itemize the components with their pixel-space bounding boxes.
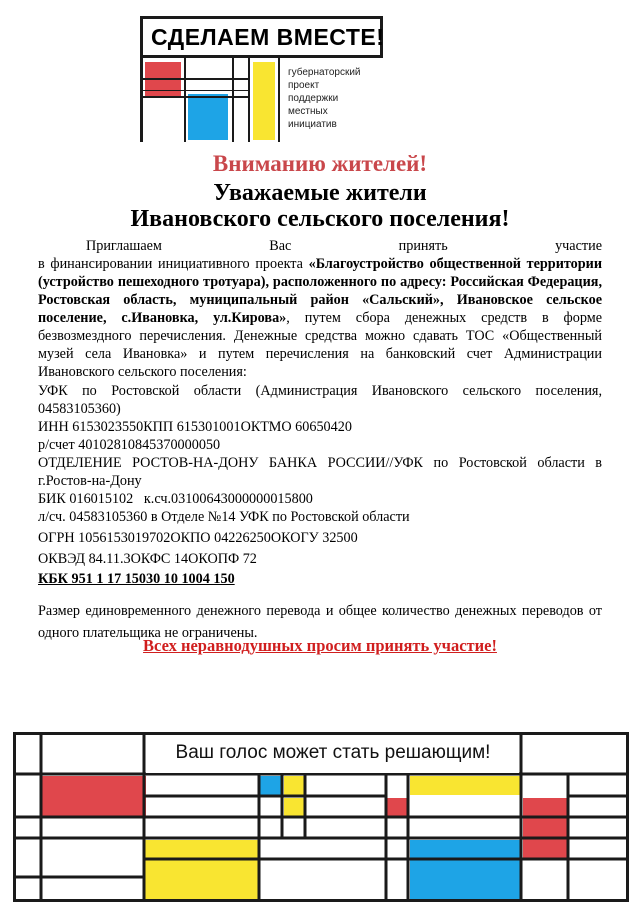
logo-grid-line <box>184 58 186 142</box>
mosaic-yellow-block <box>284 798 304 817</box>
logo-title: СДЕЛАЕМ ВМЕСТЕ! <box>140 16 383 58</box>
tagline-line: инициатив <box>288 119 337 130</box>
tagline-line: проект <box>288 80 320 91</box>
mosaic-red-block <box>387 798 407 816</box>
footer-slogan: Ваш голос может стать решающим! <box>175 742 491 763</box>
logo-grid-line <box>278 58 280 142</box>
intro-word: принять <box>398 238 448 254</box>
logo-grid-line <box>140 96 250 98</box>
mosaic-yellow-block <box>284 776 304 795</box>
footer-mosaic <box>13 732 629 902</box>
greeting-heading-line2: Ивановского сельского поселения! <box>130 206 510 232</box>
greeting-heading-line1: Уважаемые жители <box>213 180 427 206</box>
requisite-ufk: УФК по Ростовской области (Администрация Ивановского сельского поселения, 04583105360) <box>38 383 602 417</box>
logo-grid-line <box>248 58 250 142</box>
requisite-ogrn: ОГРН 1056153019702ОКПО 04226250ОКОГУ 32500 <box>38 530 358 546</box>
tagline-line: поддержки <box>288 93 339 104</box>
transfer-note: Размер единовременного денежного перевода и общее количество денежных переводов от одного плательщика не ограничены. <box>38 603 602 641</box>
requisite-ls: л/сч. 04583105360 в Отделе №14 УФК по Ростовской области <box>38 509 410 525</box>
project-title: «Благоустройство общественной территории (устройство пешеходного тротуара), расположенного по адресу: Российская Федерация, Ростовская область, муниципальный район «Сальский», Ивановское сельское поселение, с.Ивановка, ул.Кирова» <box>38 256 602 326</box>
intro-body <box>38 255 602 381</box>
intro-word: участие <box>555 238 602 254</box>
project-logo <box>140 16 392 142</box>
logo-grid-line <box>140 90 250 91</box>
attention-heading: Вниманию жителей! <box>212 151 428 176</box>
mosaic-blue-block <box>410 840 520 900</box>
requisite-bik: БИК 016015102 к.сч.03100643000000015800 <box>38 491 313 507</box>
call-to-action: Всех неравнодушных просим принять участие! <box>143 636 497 655</box>
logo-grid-line <box>140 78 250 80</box>
mosaic-red-block <box>523 798 567 858</box>
intro-text: в финансировании инициативного проекта <box>38 256 309 272</box>
intro-text: , путем сбора денежных средств в форме безвозмездного перечисления. Денежные средства можно сдавать ТОС «Общественный музей села Ивановка» и путем перечисления на банковский счет Администрации Ивановского сельского поселения: <box>38 310 602 380</box>
mosaic-blue-block <box>260 776 281 795</box>
logo-grid-line <box>140 58 143 142</box>
requisite-inn: ИНН 6153023550КПП 615301001ОКТМО 60650420 <box>38 419 352 435</box>
logo-grid-line <box>232 58 234 142</box>
requisite-account: р/счет 40102810845370000050 <box>38 437 221 453</box>
mosaic-yellow-block <box>410 776 520 795</box>
logo-tagline <box>288 66 398 131</box>
logo-yellow-block <box>253 62 275 140</box>
tagline-line: губернаторский <box>288 67 361 78</box>
logo-blue-block <box>188 94 228 140</box>
mosaic-red-block <box>41 776 146 816</box>
tagline-line: местных <box>288 106 328 117</box>
mosaic-yellow-block <box>144 840 259 900</box>
requisite-kbk: КБК 951 1 17 15030 10 1004 150 <box>38 571 235 587</box>
intro-paragraph <box>38 237 602 381</box>
intro-word: Вас <box>269 238 292 254</box>
intro-word: Приглашаем <box>86 238 162 254</box>
requisite-okved: ОКВЭД 84.11.3ОКФС 14ОКОПФ 72 <box>38 551 257 567</box>
requisite-bank: ОТДЕЛЕНИЕ РОСТОВ-НА-ДОНУ БАНКА РОССИИ//УФК по Ростовской области в г.Ростов-на-Дону <box>38 455 602 489</box>
intro-first-line <box>38 237 602 255</box>
